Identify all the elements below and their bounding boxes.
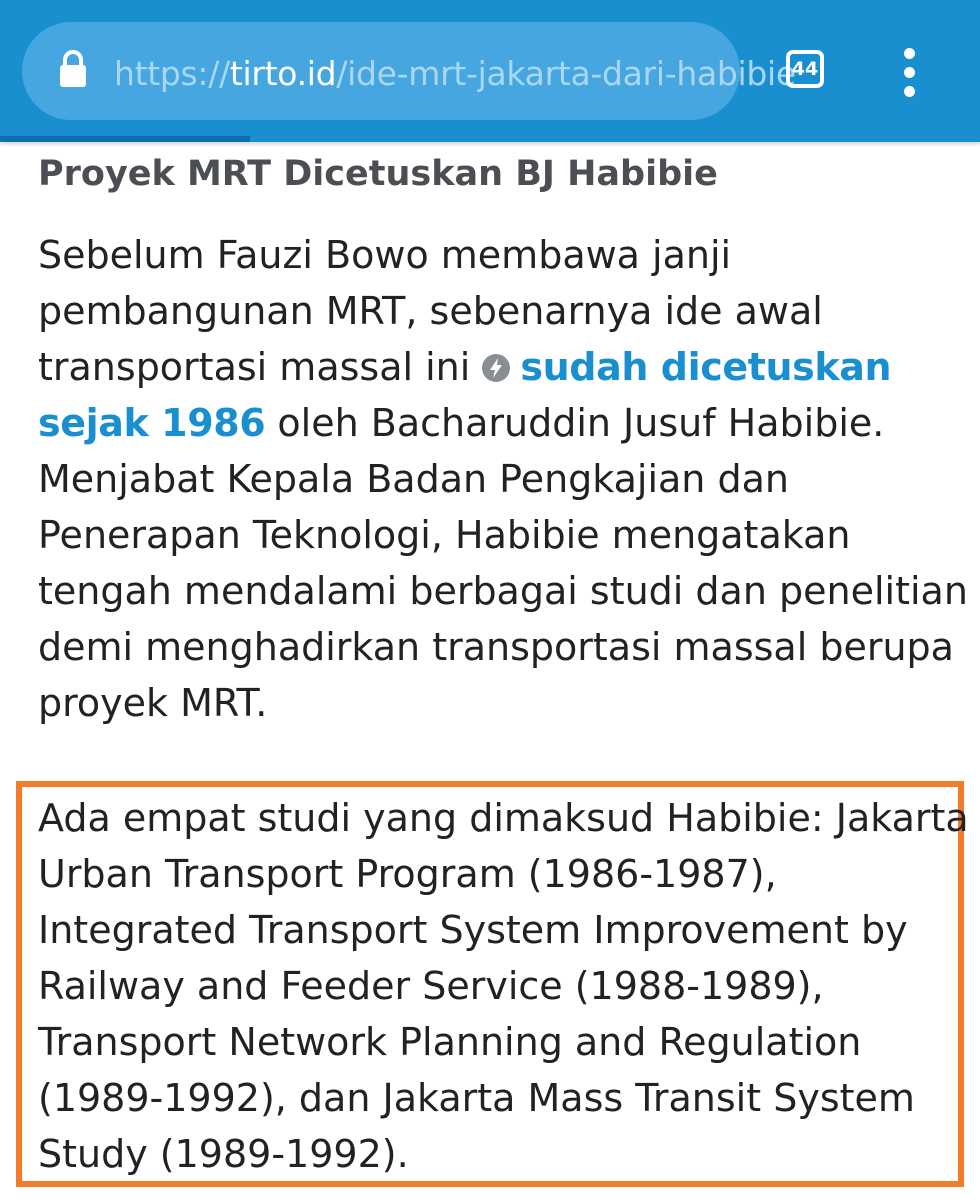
toolbar-accent-strip [0,136,250,142]
paragraph-line: Sebelum Fauzi Bowo membawa janji [38,233,732,277]
url-scheme: https:// [114,54,230,93]
menu-dot [904,67,915,78]
url-path: /ide-mrt-jakarta-dari-habibie [336,54,796,93]
line-text: oleh Bacharuddin Jusuf Habibie. [265,401,885,445]
paragraph-line: Transport Network Planning and Regulation [38,1020,862,1064]
paragraph-line: Ada empat studi yang dimaksud Habibie: Jakarta [38,796,969,840]
tab-count: 44 [791,58,819,80]
paragraph-intro [38,227,968,731]
paragraph-line: Urban Transport Program (1986-1987), [38,852,777,896]
paragraph-line: Study (1989-1992). [38,1132,409,1176]
lock-icon [58,49,88,89]
menu-dot [904,48,915,59]
paragraph-line: Railway and Feeder Service (1988-1989), [38,964,824,1008]
article-link-part1[interactable]: sudah dicetuskan [520,345,892,389]
url-host: tirto.id [229,54,337,93]
paragraph-line: Penerapan Teknologi, Habibie mengatakan [38,513,851,557]
paragraph-line: pembangunan MRT, sebenarnya ide awal [38,289,823,333]
paragraph-line: tengah mendalami berbagai studi dan penelitian [38,569,968,613]
paragraph-line: Menjabat Kepala Badan Pengkajian dan [38,457,789,501]
paragraph-line: (1989-1992), dan Jakarta Mass Transit System [38,1076,915,1120]
tabs-counter-icon[interactable] [786,50,824,88]
line-text: transportasi massal ini [38,345,483,389]
paragraph-line: demi menghadirkan transportasi massal berupa [38,625,954,669]
more-vert-icon[interactable] [890,45,930,99]
url-text[interactable] [114,50,796,98]
paragraph-line: proyek MRT. [38,681,268,725]
article-link-part2[interactable]: sejak 1986 [38,401,266,445]
paragraph-line: Integrated Transport System Improvement by [38,908,908,952]
section-heading: Proyek MRT Dicetuskan BJ Habibie [38,154,718,194]
menu-dot [904,86,915,97]
paragraph-line [38,339,968,395]
bolt-icon [482,354,510,382]
paragraph-studies [38,790,969,1182]
paragraph-line [38,395,968,451]
